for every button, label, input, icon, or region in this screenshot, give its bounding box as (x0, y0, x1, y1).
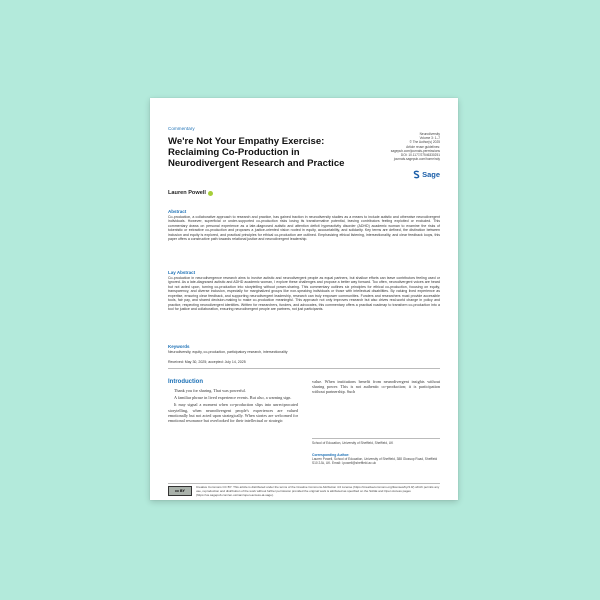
right-column-text: value. When institutions benefit from neurodivergent insights without sharing power. This is not authentic co-production; it is participation without partnership. Such (312, 379, 440, 395)
divider (168, 368, 440, 369)
cc-by-icon[interactable]: cc BY (168, 486, 192, 496)
intro-paragraph-3: It may signal a moment when co-production slips into unreciprocated storytelling, when neurodivergent people's experiences are valued emotionally but not acted upon strategically. When stories are welcomed for emotional resonance but overlooked for their intellectual or strategic (168, 402, 298, 424)
footnote-divider (312, 438, 440, 439)
meta-line: Article reuse guidelines: (406, 144, 440, 149)
article-type-label: Commentary (168, 126, 195, 131)
introduction-heading: Introduction (168, 379, 203, 385)
abstract-text: Co-production, a collaborative approach to research and practice, has gained traction in neurodiversity studies as a means to include autistic and otherwise neurodivergent individuals. However, superficial or under-supported co-production risks losing its transformative potential, leaving contributors feeling exploited or excluded. This commentary draws on personal experience as a late-diagnosed autistic and attention deficit hyperactivity disorder (ADHD) academic woman to examine the risks of tokenistic or extractive co-production and proposes a justice-oriented vision rooted in equity, accountability, and solidarity. Key terms are defined, the distinction between inclusion and equity is explored, and practical principles for ethical co-production are outlined. Emphasizing ethical listening, intersectionality, and clear feedback loops, this paper offers a constructive path towards relational justice and neurodivergent leadership. (168, 215, 440, 242)
meta-line: © The Author(s) 2025 (409, 140, 440, 145)
corresponding-author-text: Lauren Powell, School of Education, University of Sheffield, 388 Glossop Road, Sheffield S10 2JA, UK. Email: l.powell@sheffield.ac.uk (312, 457, 438, 465)
abstract-heading: Abstract (168, 209, 187, 214)
left-column (168, 388, 298, 425)
article-page (150, 98, 458, 500)
journal-meta (380, 132, 440, 161)
meta-line: Volume 3: 1–7 (419, 136, 440, 141)
author-name: Lauren Powell (168, 190, 206, 196)
meta-line: journals.sagepub.com/home/ndy (393, 157, 440, 162)
keywords-heading: Keywords (168, 344, 190, 349)
meta-line: sagepub.com/journals-permissions (390, 148, 440, 153)
publisher-name: Sage (422, 170, 440, 179)
author-line (168, 190, 213, 196)
lay-abstract-heading: Lay Abstract (168, 270, 196, 275)
sage-s-icon (413, 170, 420, 179)
dates-line: Received: May 30, 2025; accepted: July 14, 2025 (168, 360, 246, 364)
meta-line: Neurodiversity (419, 132, 440, 136)
article-title: We're Not Your Empathy Exercise: Reclaiming Co-Production in Neurodivergent Research and Practice (168, 136, 345, 169)
right-column (312, 379, 440, 397)
license-block (168, 483, 440, 497)
meta-line: DOI: 10.1177/27546330251 (400, 153, 440, 158)
orcid-icon[interactable] (208, 191, 213, 196)
corresponding-author-heading: Corresponding Author: (312, 453, 350, 457)
license-text: Creative Commons CC BY: This article is distributed under the terms of the Creative Commons Attribution 4.0 License (https://creativecommons.org/licenses/by/4.0/) which permits any use, reproduction and distribution of the work without further permission provided the original work is attributed as specified on the SAGE and Open Access pages (https://us.sagepub.com/en-us/nam/open-access-at-sage). (196, 485, 440, 497)
intro-paragraph-1: Thank you for sharing. That was powerful. (174, 388, 246, 393)
publisher-logo (413, 170, 440, 179)
keywords-text: Neurodiversity, equity, co-production, participatory research, intersectionality (168, 350, 288, 354)
lay-abstract-text: Co-production in neurodivergence research aims to involve autistic and neurodivergent people as equal partners, but shallow efforts can leave contributors feeling used or ignored. As a late-diagnosed autistic and ADHD academic woman, I explore these challenges and propose a better way forward. Too often, neurodivergent voices are heard but not acted upon, turning co-production into storytelling without power-sharing. This commentary outlines six principles for ethical co-production, focusing on equity, transparency, and diverse inclusion, especially for marginalized groups like non-speaking individuals or those with intellectual disabilities. By valuing lived experience as expertise, ensuring clear feedback, and supporting neurodivergent leadership, research can truly empower communities. Funders and researchers must provide accessible tools, fair pay, and shared decision-making to make co-production meaningful. This approach not only improves research but also drives real-world change in policy and practice, respecting neurodivergent identities. Written for researchers, funders, and advocates, this commentary offers a practical roadmap to transform co-production into a tool for justice and collaboration, ensuring neurodivergent people are partners, not just participants. (168, 276, 440, 312)
intro-paragraph-2: A familiar phrase in lived experience events. But also, a warning sign. (174, 395, 292, 401)
affiliation: School of Education, University of Sheffield, Sheffield, UK (312, 441, 394, 445)
